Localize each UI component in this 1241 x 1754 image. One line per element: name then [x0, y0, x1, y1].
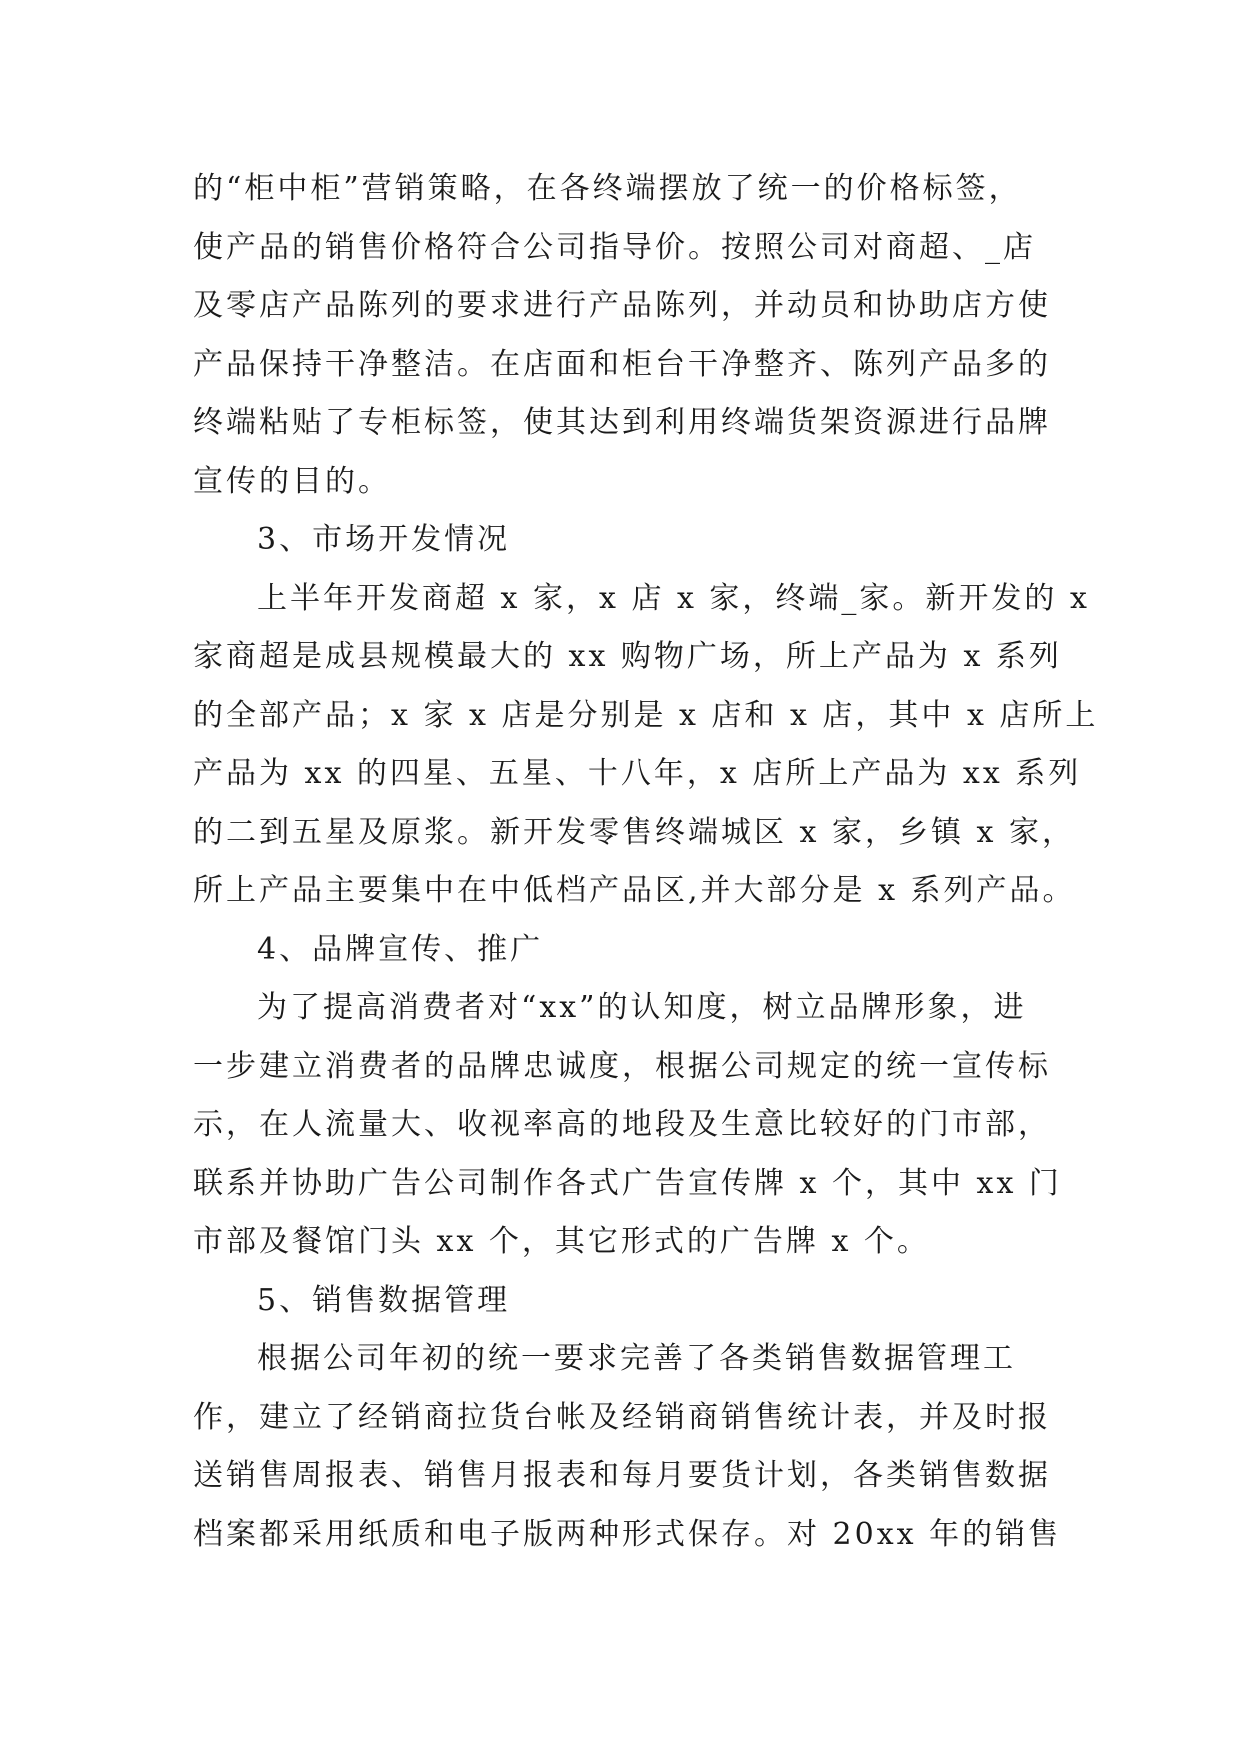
paragraph-line: 示，在人流量大、收视率高的地段及生意比较好的门市部，: [193, 1107, 1051, 1142]
paragraph-line: 及零店产品陈列的要求进行产品陈列，并动员和协助店方使: [193, 288, 1051, 323]
paragraph-line: 终端粘贴了专柜标签，使其达到利用终端货架资源进行品牌: [193, 405, 1051, 440]
paragraph-line: 使产品的销售价格符合公司指导价。按照公司对商超、_店: [193, 229, 1036, 265]
paragraph-line: 所上产品主要集中在中低档产品区,并大部分是 x 系列产品。: [193, 873, 1076, 908]
paragraph-line: 的“柜中柜”营销策略，在各终端摆放了统一的价格标签，: [193, 171, 1022, 206]
paragraph-line: 送销售周报表、销售月报表和每月要货计划，各类销售数据: [193, 1458, 1051, 1493]
section-heading: 5、销售数据管理: [257, 1282, 511, 1318]
paragraph-line: 市部及餐馆门头 xx 个，其它形式的广告牌 x 个。: [193, 1224, 930, 1259]
paragraph-line: 产品为 xx 的四星、五星、十八年，x 店所上产品为 xx 系列: [193, 756, 1082, 791]
paragraph-line: 的二到五星及原浆。新开发零售终端城区 x 家，乡镇 x 家，: [193, 814, 1075, 850]
paragraph-line: 产品保持干净整洁。在店面和柜台干净整齐、陈列产品多的: [193, 346, 1051, 382]
document-body: [193, 160, 1099, 1564]
paragraph-line: 一步建立消费者的品牌忠诚度，根据公司规定的统一宣传标: [193, 1048, 1051, 1084]
paragraph-line: 作，建立了经销商拉货台帐及经销商销售统计表，并及时报: [193, 1399, 1051, 1435]
paragraph-line: 上半年开发商超 x 家，x 店 x 家，终端_家。新开发的 x: [257, 580, 1090, 616]
section-heading: 4、品牌宣传、推广: [257, 931, 544, 967]
paragraph-line: 宣传的目的。: [193, 463, 391, 499]
paragraph-line: 的全部产品；x 家 x 店是分别是 x 店和 x 店，其中 x 店所上: [193, 697, 1099, 733]
paragraph-line: 联系并协助广告公司制作各式广告宣传牌 x 个，其中 xx 门: [193, 1165, 1062, 1201]
paragraph-line: 根据公司年初的统一要求完善了各类销售数据管理工: [257, 1341, 1016, 1376]
section-heading: 3、市场开发情况: [257, 522, 511, 557]
paragraph-line: 家商超是成县规模最大的 xx 购物广场，所上产品为 x 系列: [193, 639, 1062, 674]
paragraph-line: 档案都采用纸质和电子版两种形式保存。对 20xx 年的销售: [193, 1516, 1062, 1552]
paragraph-line: 为了提高消费者对“xx”的认知度，树立品牌形象，进: [257, 990, 1027, 1025]
